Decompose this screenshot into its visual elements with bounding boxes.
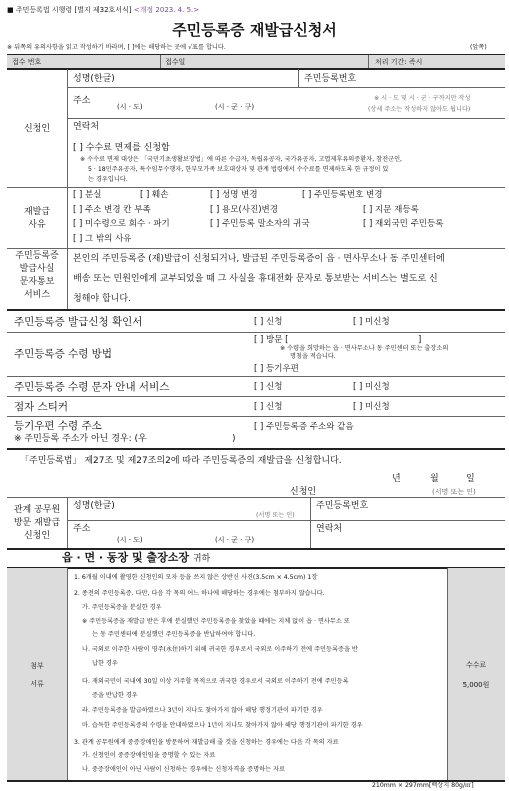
official-phone-label: 연락처 xyxy=(316,524,343,534)
fee-value: 5,000원 xyxy=(462,681,490,689)
form-title: 주민등록증 재발급신청서 xyxy=(172,21,337,39)
reason-lost[interactable]: [ ] 분실 xyxy=(73,190,102,200)
reason-photo-change[interactable]: [ ] 용모(사진)변경 xyxy=(210,205,278,215)
documents-label-1: 첨부 xyxy=(30,662,44,670)
fee-note-line3: 는 경우입니다. xyxy=(88,176,128,183)
official-rrn-label: 주민등록번호 xyxy=(316,501,369,511)
fee-exemption-checkbox[interactable]: [ ] 수수료 면제를 신청함 xyxy=(73,143,170,153)
doc-line-2: 2. 종전의 주민등록증. 다만, 다음 각 목의 어느 하나에 해당하는 경우에는 첨부하지 않습니다. xyxy=(74,590,325,597)
notice-text-2: 배송 또는 민원인에게 교부되었을 때 그 사실을 휴대전화 문자로 통보받는 서비스는 별도로 신 xyxy=(73,274,438,284)
official-section-label-2: 방문 재발급 xyxy=(13,518,61,528)
braille-sticker-label: 점자 스티커 xyxy=(14,401,69,413)
official-section-label-1: 관계 공무원 xyxy=(13,505,61,515)
declaration-statement: 「주민등록법」 제27조 및 제27조의2에 따라 주민등록증의 재발급을 신청합니다. xyxy=(20,456,342,466)
applicant-name-label: 성명(한글) xyxy=(73,74,115,84)
applicant-si-do: (시 · 도) xyxy=(117,103,143,111)
doc-line-10: 라. 주민등록증을 발급하였으나 3년이 지나도 찾아가지 않아 해당 행정기관이 파기한 경우 xyxy=(82,707,323,714)
law-reference: ■ 주민등록법 시행령 [별지 제32호서식] <개정 2023. 4. 5.> xyxy=(7,6,200,14)
fee-note-line2: 5 · 18민주유공자, 특수임무수행자, 한부모가족 보호대상자 및 관계 법령에서 수수료를 면제하도록 한 규정이 있 xyxy=(88,166,389,173)
sms-apply[interactable]: [ ] 신청 xyxy=(254,382,283,392)
doc-line-6: 나. 국외로 이주한 사람이 영주(永住)하기 위해 귀국한 경우로서 국외로 이주하기 전에 주민등록증을 반 xyxy=(82,646,358,653)
official-name-label: 성명(한글) xyxy=(73,501,115,511)
visit-note-2: 명칭을 적습니다. xyxy=(290,353,336,360)
mail-address-note: ※ 주민등록 주소가 아닌 경우: (우 xyxy=(14,434,147,444)
reason-name-change[interactable]: [ ] 성명 변경 xyxy=(210,190,258,200)
official-si-do: (시 · 도) xyxy=(117,536,143,544)
visit-note-1: ※ 수령을 희망하는 읍 · 면사무소나 동 주민센터 또는 출장소의 xyxy=(280,345,449,352)
page-side: (앞쪽) xyxy=(470,44,487,51)
official-section-label-3: 신청인 xyxy=(23,531,51,541)
applicant-address-label: 주소 xyxy=(73,96,91,106)
fee-label: 수수료 xyxy=(465,661,487,669)
official-address-label: 주소 xyxy=(73,524,91,534)
confirmation-apply[interactable]: [ ] 신청 xyxy=(254,317,283,327)
doc-line-14: 나. 중증장애인이 아닌 사람이 신청하는 경우에는 신청자격을 증명하는 자료 xyxy=(82,766,285,773)
receive-method-label: 주민등록증 수령 방법 xyxy=(14,348,112,360)
mail-address-label: 등기우편 수령 주소 xyxy=(14,420,102,432)
paper-spec: 210mm × 297mm[백상지 80g/㎡] xyxy=(372,782,474,789)
reason-address-space[interactable]: [ ] 주소 변경 칸 부족 xyxy=(73,205,151,215)
notice-text-1: 본인의 주민등록증 (재)발급이 신청되거나, 발급된 주민등록증이 읍 · 면사무소나 동 주민센터에 xyxy=(73,254,445,264)
documents-label-2: 서류 xyxy=(30,680,44,688)
reason-section-label-1: 재발급 xyxy=(23,207,51,217)
declaration-applicant: 신청인 xyxy=(290,487,317,497)
applicant-rrn-label: 주민등록번호 xyxy=(304,74,357,84)
doc-line-9: 증을 반납한 경우 xyxy=(92,692,138,699)
revision-date: <개정 2023. 4. 5.> xyxy=(133,6,200,14)
documents-label-cell xyxy=(7,568,67,780)
receive-visit-close: ] xyxy=(418,335,422,345)
receipt-number-label: 접수 번호 xyxy=(12,58,42,66)
reason-fingerprint[interactable]: [ ] 지문 재등록 xyxy=(363,205,419,215)
sms-service-label: 주민등록증 수령 문자 안내 서비스 xyxy=(14,381,170,393)
doc-line-4: ※ 주민등록증을 재발급 받은 후에 분실했던 주민등록증을 찾았을 때에는 지체 없이 읍 · 면사무소 또 xyxy=(82,618,350,625)
date-day: 일 xyxy=(466,474,475,484)
official-sign: (서명 또는 인) xyxy=(256,512,295,519)
receive-visit[interactable]: [ ] 방문 [ xyxy=(254,335,289,345)
official-si-gun-gu: (시 · 군 · 구) xyxy=(215,536,255,544)
sticker-apply[interactable]: [ ] 신청 xyxy=(254,402,283,412)
reason-damaged[interactable]: [ ] 훼손 xyxy=(140,190,169,200)
date-month: 월 xyxy=(430,474,439,484)
doc-line-1: 1. 6개월 이내에 촬영한 신청인의 모자 등을 쓰지 않은 상반신 사진(3.5cm × 4.5cm) 1장 xyxy=(74,574,318,581)
date-year: 년 xyxy=(392,474,401,484)
sms-not-apply[interactable]: [ ] 미신청 xyxy=(353,382,390,392)
reason-rrn-change[interactable]: [ ] 주민등록번호 변경 xyxy=(302,190,383,200)
mail-address-close: ) xyxy=(232,434,236,444)
fee-note-line1: ※ 수수료 면제 대상은 「국민기초생활보장법」에 따른 수급자, 독립유공자, 국가유공자, 고엽제후유의증환자, 참전군인, xyxy=(80,156,403,163)
doc-line-7: 납한 경우 xyxy=(92,660,118,667)
doc-line-11: 마. 습득한 주민등록증의 수령을 안내하였으나 1년이 지나도 찾아가지 않아 해당 행정기관이 파기한 경우 xyxy=(82,722,363,729)
receipt-date-label: 접수일 xyxy=(165,58,186,66)
reason-overseas-national[interactable]: [ ] 재외국민 주민등록 xyxy=(363,219,444,229)
applicant-section-label: 신청인 xyxy=(23,124,51,134)
doc-line-12: 3. 관계 공무원에게 중증장애인을 방문하여 재발급해 줄 것을 신청하는 경우에는 다음 각 목의 자료 xyxy=(74,739,339,746)
applicant-phone-label: 연락처 xyxy=(73,122,100,132)
receive-registered-mail[interactable]: [ ] 등기우편 xyxy=(254,364,299,374)
same-as-rrn-address[interactable]: [ ] 주민등록증 주소와 같음 xyxy=(254,422,354,432)
reason-returned-abroad[interactable]: [ ] 주민등록 말소자의 귀국 xyxy=(210,219,310,229)
doc-line-5: 는 동 주민센터에 분실했던 주민등록증을 반납하여야 합니다. xyxy=(92,631,256,638)
notice-section-label-2: 발급사실 xyxy=(19,264,55,274)
processing-period: 처리 기간: 즉시 xyxy=(375,58,423,66)
instruction-text: ※ 뒤쪽의 유의사항을 읽고 작성하기 바라며, [ ]에는 해당하는 곳에 √표를 합니다. xyxy=(7,44,226,51)
addressee-suffix: 귀하 xyxy=(192,554,211,564)
notice-section-label-3: 문자통보 xyxy=(19,277,55,287)
reason-other[interactable]: [ ] 그 밖의 사유 xyxy=(73,234,132,244)
notice-section-label-1: 주민등록증 xyxy=(15,251,59,261)
doc-line-8: 다. 재외국민이 국내에 30일 이상 거주할 목적으로 귀국한 경우로서 국외로 이주하기 전에 주민등록 xyxy=(82,678,349,685)
address-note-2: (상세 주소는 작성하지 않아도 됩니다) xyxy=(368,106,471,113)
addressee: 읍 · 면 · 동장 및 출장소장 귀하 xyxy=(62,551,211,564)
address-note-1: ※ 시 · 도 및 시 · 군 · 구까지만 작성 xyxy=(374,95,471,102)
doc-line-3: 가. 주민등록증을 분실한 경우 xyxy=(82,604,162,611)
sticker-not-apply[interactable]: [ ] 미신청 xyxy=(353,402,390,412)
reason-uncollected[interactable]: [ ] 미수령으로 회수 · 파기 xyxy=(73,219,170,229)
fee-cell xyxy=(447,568,505,780)
reason-section-label-2: 사유 xyxy=(28,220,46,230)
doc-line-13: 가. 신청인이 중증장애인임을 증명할 수 있는 자료 xyxy=(82,752,216,759)
notice-text-3: 청해야 합니다. xyxy=(73,294,131,304)
confirmation-label: 주민등록증 발급신청 확인서 xyxy=(14,316,143,328)
confirmation-not-apply[interactable]: [ ] 미신청 xyxy=(353,317,390,327)
applicant-si-gun-gu: (시 · 군 · 구) xyxy=(215,103,255,111)
declaration-sign: (서명 또는 인) xyxy=(432,488,476,496)
notice-section-label-4: 서비스 xyxy=(23,290,51,300)
office-use-row xyxy=(7,55,505,68)
